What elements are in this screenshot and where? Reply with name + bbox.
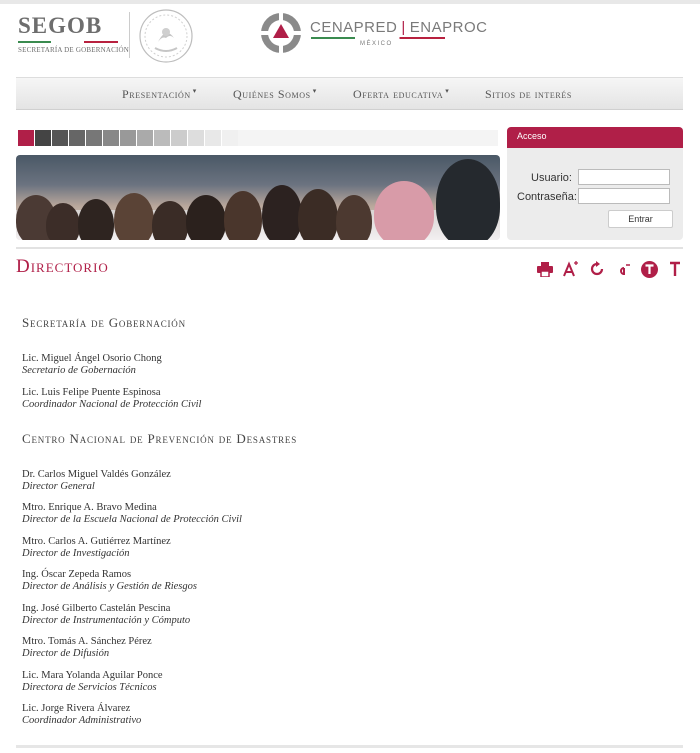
logo-divider (129, 12, 130, 58)
flag-color-bar (311, 37, 445, 39)
font-decrease-icon[interactable] (614, 261, 632, 277)
text-plain-icon[interactable] (666, 261, 684, 277)
person-role: Secretario de Gobernación (22, 364, 136, 376)
directory-entry (22, 636, 152, 659)
text-icon[interactable] (640, 261, 658, 277)
color-square (120, 130, 136, 146)
password-label: Contraseña: (517, 191, 577, 203)
color-square (205, 130, 221, 146)
person-role: Coordinador Administrativo (22, 714, 142, 726)
reset-icon[interactable] (588, 261, 606, 277)
nav-item-label: Presentación (122, 87, 191, 101)
footer-divider (16, 745, 683, 748)
person-role: Director de Análisis y Gestión de Riesgos (22, 580, 197, 592)
segob-logo-subtitle: SECRETARÍA DE GOBERNACIÓN (18, 46, 129, 54)
directory-entry (22, 387, 201, 410)
username-input[interactable] (578, 169, 670, 185)
top-border (0, 0, 700, 4)
password-input[interactable] (578, 188, 670, 204)
directory-entry (22, 353, 162, 376)
color-square (137, 130, 153, 146)
person-role: Coordinador Nacional de Protección Civil (22, 398, 202, 410)
color-square (18, 130, 34, 146)
directory-entry (22, 469, 171, 492)
nav-item-label: Sitios de interés (485, 87, 572, 101)
person-role: Directora de Servicios Técnicos (22, 681, 157, 693)
color-square (69, 130, 85, 146)
color-square (188, 130, 204, 146)
person-role: Director de Investigación (22, 547, 130, 559)
flag-color-bar (18, 41, 118, 43)
font-increase-icon[interactable] (562, 261, 580, 277)
person-name: Lic. Luis Felipe Puente Espinosa (22, 387, 161, 398)
page-title: Directorio (16, 256, 109, 277)
directory-entry (22, 603, 190, 626)
person-name: Ing. José Gilberto Castelán Pescina (22, 603, 171, 614)
color-strip-track (238, 130, 498, 146)
chevron-down-icon: ▾ (192, 87, 197, 95)
main-nav (16, 77, 683, 110)
person-name: Lic. Miguel Ángel Osorio Chong (22, 353, 162, 364)
chevron-down-icon: ▾ (445, 87, 450, 95)
directory-entry (22, 703, 141, 726)
title-separator: | (401, 19, 406, 36)
nav-item-label: Oferta educativa (353, 87, 444, 101)
banner-photo (16, 155, 500, 240)
person-role: Director General (22, 480, 95, 492)
person-name: Dr. Carlos Miguel Valdés González (22, 469, 171, 480)
color-square (154, 130, 170, 146)
chevron-down-icon: ▾ (312, 87, 317, 95)
username-label: Usuario: (531, 172, 572, 184)
section-title: Secretaría de Gobernación (22, 315, 186, 330)
directory-entry (22, 536, 171, 559)
nav-item-sitios-de-interes[interactable] (485, 87, 572, 102)
directory-entry (22, 502, 242, 525)
nav-item-label: Quiénes Somos (233, 87, 311, 101)
cenapred-name: CENAPRED (310, 19, 398, 36)
color-square (35, 130, 51, 146)
national-seal-icon (138, 8, 194, 64)
person-name: Lic. Mara Yolanda Aguilar Ponce (22, 670, 163, 681)
color-square (222, 130, 238, 146)
person-name: Mtro. Tomás A. Sánchez Pérez (22, 636, 152, 647)
nav-item-oferta-educativa[interactable] (353, 87, 449, 102)
divider (16, 247, 683, 249)
person-name: Mtro. Enrique A. Bravo Medina (22, 502, 157, 513)
nav-item-quienes-somos[interactable] (233, 87, 317, 102)
login-button[interactable]: Entrar (608, 210, 673, 228)
directory-entry (22, 670, 163, 693)
nav-item-presentacion[interactable] (122, 87, 197, 102)
color-strip (18, 130, 239, 146)
enaproc-name: ENAPROC (409, 19, 488, 36)
color-square (86, 130, 102, 146)
color-square (171, 130, 187, 146)
person-name: Ing. Óscar Zepeda Ramos (22, 569, 132, 580)
segob-logo-text: SEGOB (18, 13, 103, 38)
login-panel (507, 127, 683, 240)
color-square (103, 130, 119, 146)
color-square (52, 130, 68, 146)
cenapred-logo-icon[interactable] (260, 12, 302, 54)
person-role: Director de la Escuela Nacional de Protección Civil (22, 513, 242, 525)
person-role: Director de Difusión (22, 647, 110, 659)
page-tools (536, 261, 684, 277)
print-icon[interactable] (536, 261, 554, 277)
person-name: Lic. Jorge Rivera Álvarez (22, 703, 131, 714)
cenapred-enaproc-title (310, 19, 487, 36)
section-title: Centro Nacional de Prevención de Desastres (22, 431, 298, 446)
segob-logo[interactable] (18, 13, 129, 54)
login-title: Acceso (507, 127, 683, 148)
person-role: Director de Instrumentación y Cómputo (22, 614, 191, 626)
directory-entry (22, 569, 197, 592)
person-name: Mtro. Carlos A. Gutiérrez Martínez (22, 536, 171, 547)
country-label: MÉXICO (360, 41, 393, 47)
